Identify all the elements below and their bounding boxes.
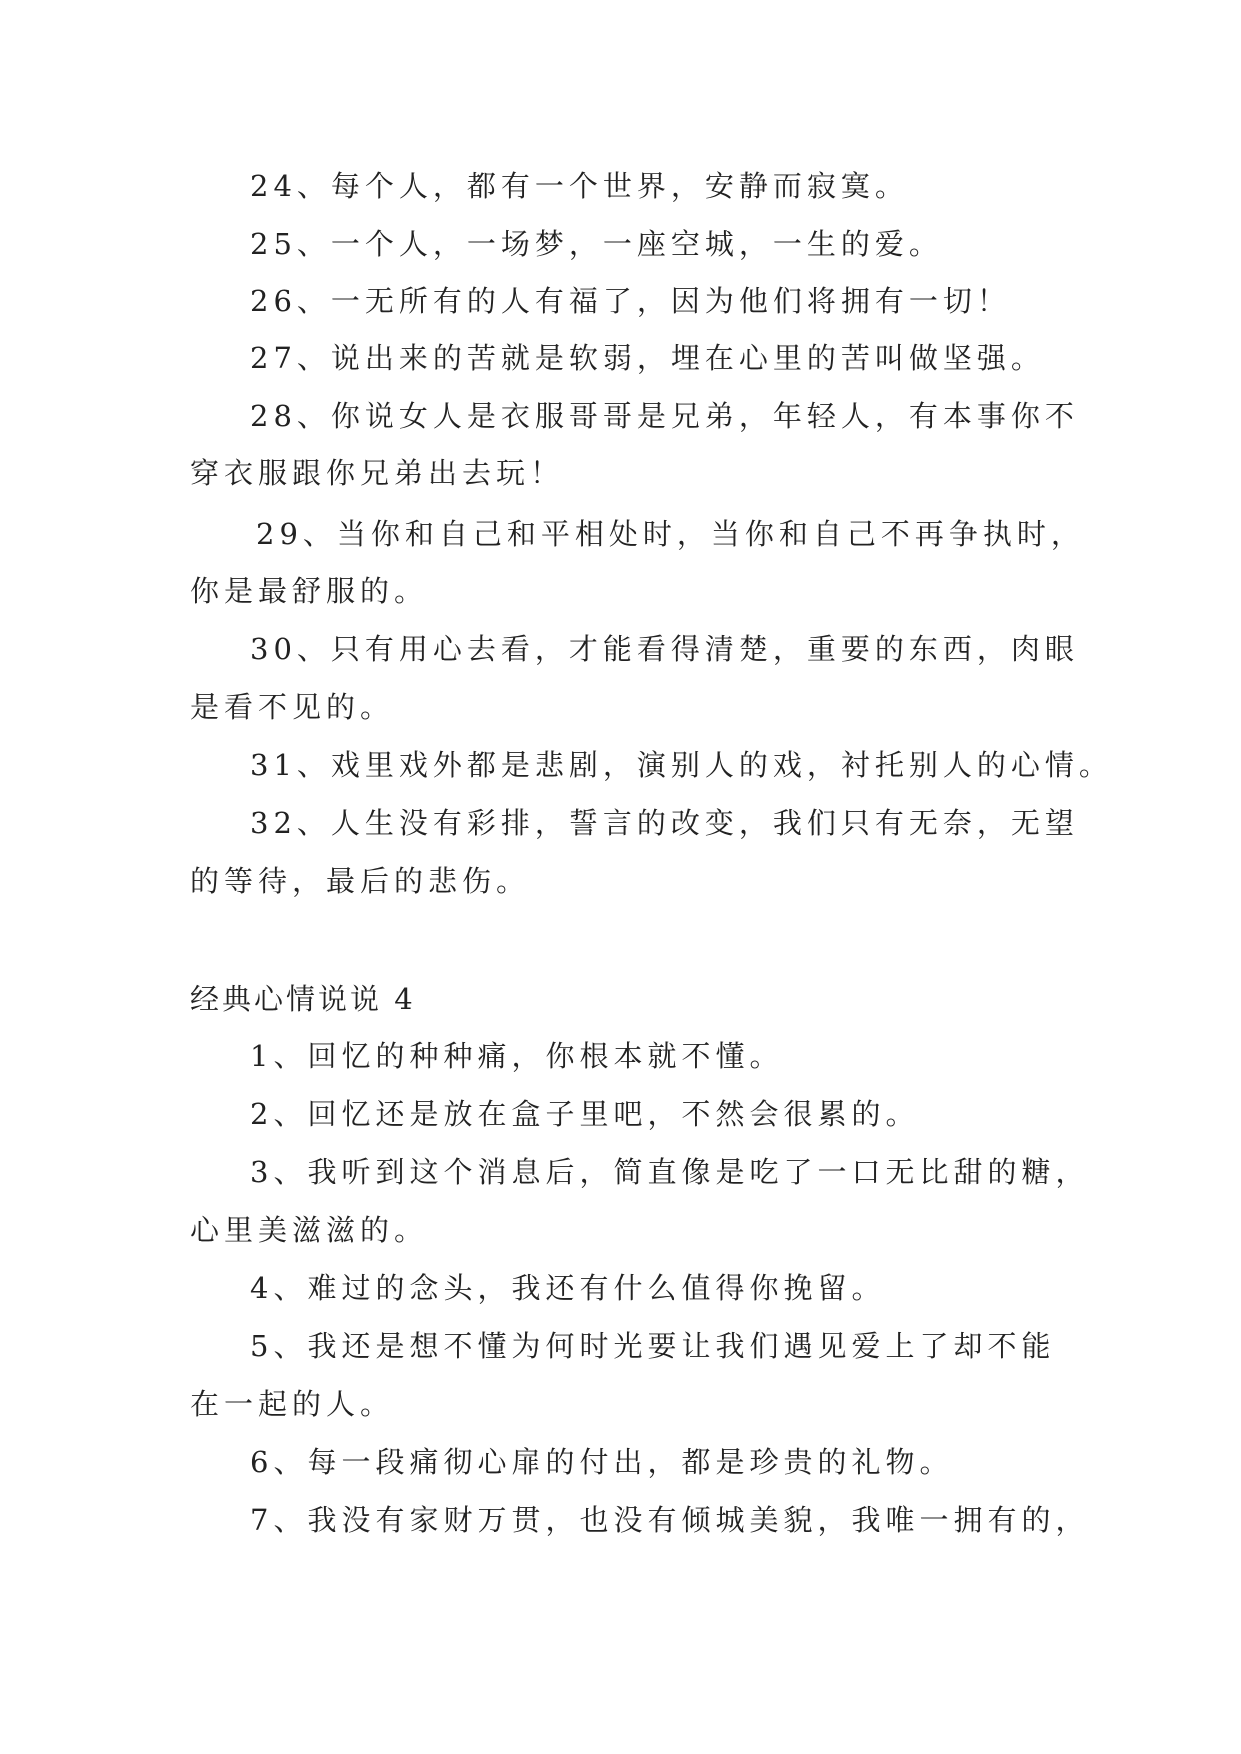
quote-7-line1: 7、我没有家财万贯，也没有倾城美貌，我唯一拥有的， [250, 1503, 1090, 1537]
quote-4: 4、难过的念头，我还有什么值得你挽留。 [250, 1271, 886, 1305]
quote-3-line1: 3、我听到这个消息后，简直像是吃了一口无比甜的糖， [250, 1155, 1090, 1189]
quote-3-line2: 心里美滋滋的。 [190, 1213, 429, 1247]
quote-30-line2: 是看不见的。 [190, 690, 395, 724]
quote-32-line2: 的等待，最后的悲伤。 [190, 864, 531, 898]
quote-29-line1: 29、当你和自己和平相处时，当你和自己不再争执时， [256, 517, 1085, 551]
section-heading: 经典心情说说 4 [190, 982, 416, 1016]
quote-28-line2: 穿衣服跟你兄弟出去玩！ [190, 456, 565, 490]
quote-27: 27、说出来的苦就是软弱，埋在心里的苦叫做坚强。 [250, 341, 1045, 375]
quote-29-line2: 你是最舒服的。 [190, 574, 429, 608]
quote-2: 2、回忆还是放在盒子里吧，不然会很累的。 [250, 1097, 920, 1131]
quote-5-line2: 在一起的人。 [190, 1387, 395, 1421]
quote-31: 31、戏里戏外都是悲剧，演别人的戏，衬托别人的心情。 [250, 748, 1113, 782]
quote-5-line1: 5、我还是想不懂为何时光要让我们遇见爱上了却不能 [250, 1329, 1056, 1363]
quote-24: 24、每个人，都有一个世界，安静而寂寞。 [250, 169, 909, 203]
quote-30-line1: 30、只有用心去看，才能看得清楚，重要的东西，肉眼 [250, 632, 1079, 666]
quote-28-line1: 28、你说女人是衣服哥哥是兄弟，年轻人，有本事你不 [250, 399, 1079, 433]
quote-32-line1: 32、人生没有彩排，誓言的改变，我们只有无奈，无望 [250, 806, 1079, 840]
quote-26: 26、一无所有的人有福了，因为他们将拥有一切！ [250, 284, 1011, 318]
quote-6: 6、每一段痛彻心扉的付出，都是珍贵的礼物。 [250, 1445, 954, 1479]
quote-25: 25、一个人，一场梦，一座空城，一生的爱。 [250, 227, 943, 261]
quote-1: 1、回忆的种种痛，你根本就不懂。 [250, 1039, 784, 1073]
